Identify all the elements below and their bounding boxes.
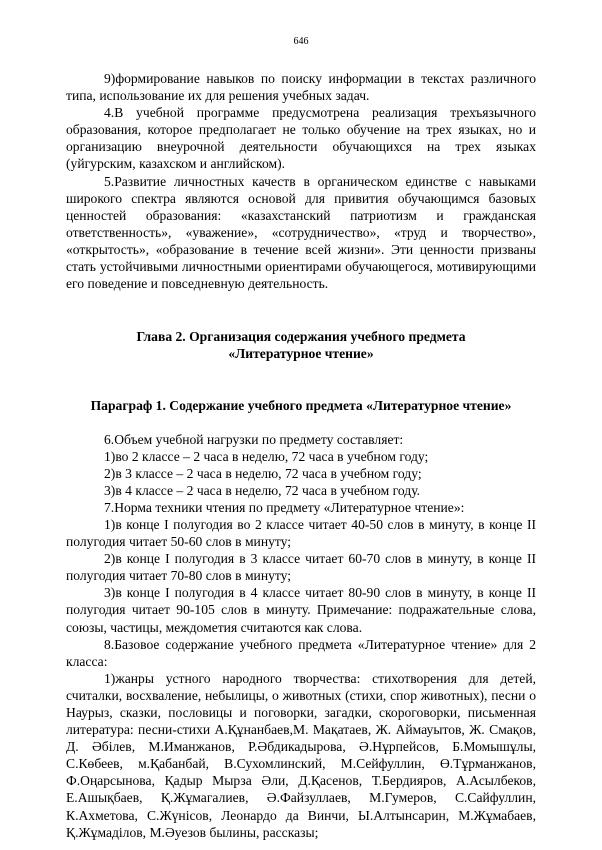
chapter-heading — [66, 328, 536, 362]
reading-norm-grade-2: 1)в конце I полугодия во 2 классе читает 40-50 слов в минуту, в конце II полугодия читает 50-60 слов в минуту; — [66, 516, 536, 550]
folk-genres-item: 1)жанры устного народного творчества: стихотворения для детей, считалки, восхваление, небылицы, о животных (стихи, спор животных), песни о Наурыз, сказки, пословицы и поговорки, загадки, скороговорки, письменная литература: песни-стихи А.Құнанбаев,М. Мақатаев, Ж. Аймауытов, Ж. Смақов, Д. Әбілев, М.Иманжанов, Р.Әбдикадырова, Ә.Нұрпейсов, Б.Момышұлы, С.Көбеев, м.Қабанбай, В.Сухомлинский, М.Сейфуллин, Ө.Тұрманжанов, Ф.Оңарсынова, Қадыр Мырза Әли, Д.Қасенов, Т.Бердияров, А.Асылбеков, Е.Ашықбаев, Қ.Жұмагалиев, Ә.Файзуллаев, М.Гумеров, С.Сайфуллин, К.Ахметова, С.Жүнісов, Леонардо да Винчи, Ы.Алтынсарин, М.Жұмабаев, Қ.Жұмаділов, М.Әуезов былины, рассказы; — [66, 670, 536, 840]
load-grade-3: 2)в 3 классе – 2 часа в неделю, 72 часа в учебном году; — [104, 465, 422, 481]
paragraph-9: 9)формирование навыков по поиску информации в текстах различного типа, использование их для решения учебных задач. — [66, 71, 536, 104]
reading-norm-grade-3: 2)в конце I полугодия в 3 классе читает 60-70 слов в минуту, в конце II полугодия читает 70-80 слов в минуту; — [66, 551, 536, 584]
paragraph-heading: Параграф 1. Содержание учебного предмета «Литературное чтение» — [90, 398, 512, 414]
page-number: 646 — [293, 36, 309, 47]
paragraph-4: 4.В учебной программе предусмотрена реализация трехъязычного образования, которое предполагает не только обучение на трех языках, но и организацию внеурочной деятельности обучающихся на трех языках (уйгурским, казахском и английском). — [66, 105, 536, 172]
load-grade-4: 3)в 4 классе – 2 часа в неделю, 72 часа в учебном году. — [104, 482, 421, 498]
basic-content-intro: 8.Базовое содержание учебного предмета «Литературное чтение» для 2 класса: — [66, 636, 536, 669]
chapter-heading-line2: «Литературное чтение» — [228, 346, 374, 362]
reading-norm-intro: 7.Норма техники чтения по предмету «Литературное чтение»: — [104, 499, 465, 515]
paragraph-5: 5.Развитие личностных качеств в органическом единстве с навыками широкого спектра являются основой для привития обучающимся базовых ценностей образования: «казахстанский патриотизм и гражданская ответственность», «уважение», «сотрудничество», «труд и творчество», «открытость», «образование в течение всей жизни». Эти ценности призваны стать устойчивыми личностными ориентирами обучающегося, мотивирующими его поведение и повседневную деятельность. — [66, 173, 536, 292]
reading-norm-grade-4: 3)в конце I полугодия в 4 классе читает 80-90 слов в минуту, в конце II полугодия читает 90-105 слов в минуту. Примечание: подражательные слова, союзы, частицы, междометия считаются как слова. — [66, 585, 536, 635]
page-content — [66, 70, 536, 841]
load-intro: 6.Объем учебной нагрузки по предмету составляет: — [104, 431, 404, 447]
load-grade-2: 1)во 2 классе – 2 часа в неделю, 72 часа в учебном году; — [104, 448, 429, 464]
chapter-heading-line1: Глава 2. Организация содержания учебного предмета — [136, 329, 466, 345]
